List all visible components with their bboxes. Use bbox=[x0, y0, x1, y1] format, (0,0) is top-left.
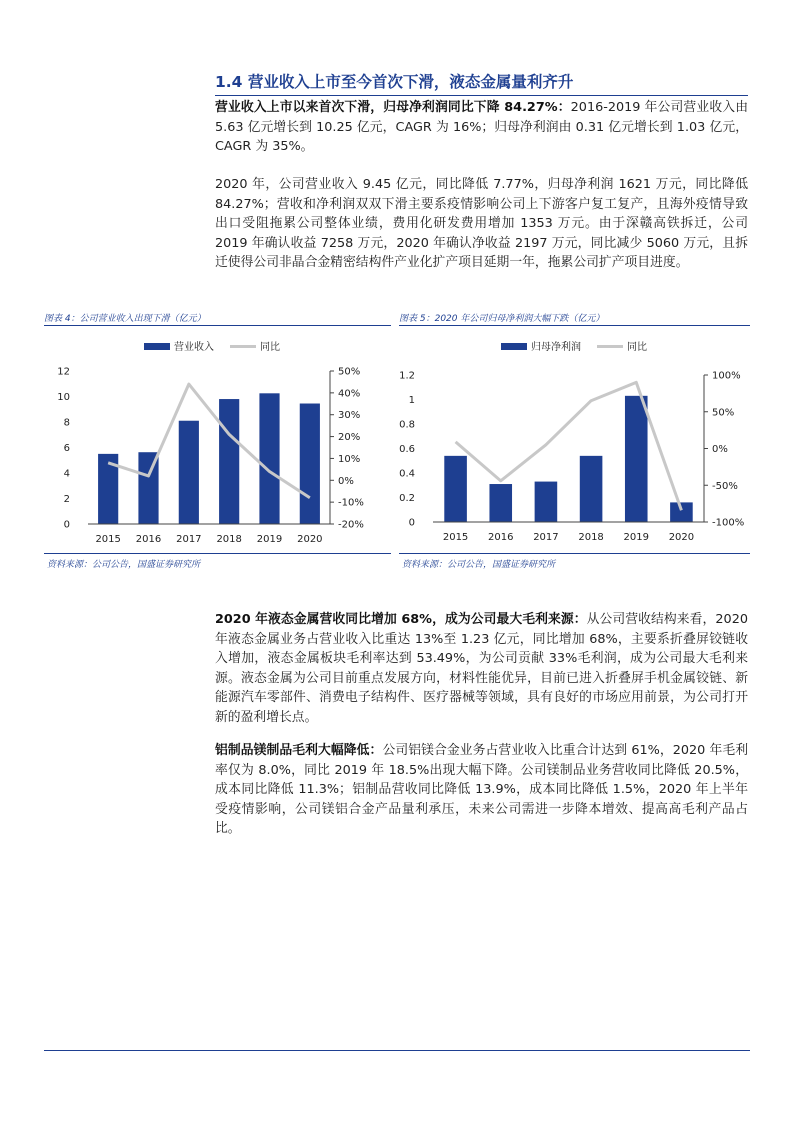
paragraph-lead: 营业收入上市以来首次下滑，归母净利润同比下降 84.27%： bbox=[215, 100, 571, 115]
y2-tick-label: 0% bbox=[712, 444, 728, 455]
x-tick-label: 2015 bbox=[442, 532, 469, 543]
bar-2016 bbox=[489, 484, 512, 522]
bar-2018 bbox=[219, 399, 239, 524]
y2-tick-label: 100% bbox=[712, 370, 741, 382]
y2-tick-label: -20% bbox=[338, 519, 364, 531]
revenue-chart bbox=[44, 328, 391, 550]
figure-4-rule bbox=[44, 325, 391, 326]
x-tick-label: 2015 bbox=[95, 534, 121, 545]
y2-tick-label: 20% bbox=[338, 432, 361, 444]
y-tick-label: 2 bbox=[63, 494, 70, 505]
paragraph-body: 公司铝镁合金业务占营业收入比重合计达到 61%，2020 年毛利率仅为 8.0%，同比 2019 年 18.5%出现大幅下降。公司镁制品业务营收同比降低 20.5%，成本同比降低 11.3%；铝制品营收同比降低 13.9%，成本同比降低 1.5%，2020 年上半年受疫情影响，公司镁铝合金产品量利承压，未来公司需进一步降本增效、提高高毛利产品占比。 bbox=[215, 743, 749, 837]
x-tick-label: 2016 bbox=[135, 534, 162, 545]
x-tick-label: 2016 bbox=[488, 532, 514, 543]
x-tick-label: 2017 bbox=[533, 532, 559, 543]
y-tick-label: 8 bbox=[63, 417, 70, 429]
bar-2015 bbox=[444, 456, 467, 522]
paragraph-body: 从公司营收结构来看，2020 年液态金属业务占营业收入比重达 13%至 1.23 亿元，同比增加 68%，主要系折叠屏铰链收入增加，液态金属板块毛利率达到 53.49%，为公司贡献 33%毛利润，成为公司最大毛利来源。液态金属为公司目前重点发展方向，材料性能优异，目前已进入折叠屏手机金属铰链、新能源汽车零部件、消费电子结构件、医疗器械等领域，具有良好的市场应用前景，为公司打开新的盈利增长点。 bbox=[215, 612, 748, 725]
section-title: 1.4 营业收入上市至今首次下滑，液态金属量利齐升 bbox=[215, 73, 574, 91]
page-bottom-rule bbox=[44, 1050, 750, 1051]
net-profit-chart bbox=[399, 328, 750, 550]
bar-2017 bbox=[179, 421, 199, 524]
y2-tick-label: 10% bbox=[338, 453, 361, 465]
y2-tick-label: 40% bbox=[338, 388, 361, 400]
x-tick-label: 2020 bbox=[668, 532, 695, 543]
figure-4-bottom-rule bbox=[44, 553, 391, 554]
figure-4-title: 图表 4：公司营业收入出现下滑（亿元） bbox=[44, 314, 206, 324]
paragraph-2020-results bbox=[215, 175, 748, 273]
y-tick-label: 4 bbox=[63, 468, 70, 480]
y-tick-label: 1 bbox=[408, 395, 415, 406]
y-tick-label: 12 bbox=[57, 366, 70, 378]
y2-tick-label: 50% bbox=[338, 366, 361, 378]
y-tick-label: 0.2 bbox=[399, 493, 415, 504]
y-tick-label: 1.2 bbox=[399, 370, 415, 382]
y2-tick-label: 50% bbox=[712, 407, 735, 419]
paragraph-body: 2016-2019 年公司营业收入由 5.63 亿元增长到 10.25 亿元，CAGR 为 16%；归母净利润由 0.31 亿元增长到 1.03 亿元，CAGR 为 35%。 bbox=[215, 100, 748, 155]
y2-tick-label: -50% bbox=[712, 480, 738, 492]
bar-2020 bbox=[300, 404, 320, 524]
paragraph-body: 2020 年，公司营业收入 9.45 亿元，同比降低 7.77%，归母净利润 1621 万元，同比降低 84.27%；营收和净利润双双下滑主要系疫情影响公司上下游客户复工复产，且海外疫情导致出口受阻拖累公司整体业绩，费用化研发费用增加 1353 万元。由于深赣高铁拆迁，公司 2019 年确认收益 7258 万元，2020 年确认净收益 2197 万元，同比减少 5060 万元，且拆迁使得公司非晶合金精密结构件产业化扩产项目延期一年，拖累公司扩产项目进度。 bbox=[215, 177, 748, 271]
figure-5-bottom-rule bbox=[399, 553, 750, 554]
figure-5-title: 图表 5：2020 年公司归母净利润大幅下跌（亿元） bbox=[399, 314, 605, 324]
legend-bar-label: 归母净利润 bbox=[531, 342, 581, 353]
y-tick-label: 6 bbox=[63, 443, 70, 454]
section-title-rule bbox=[215, 95, 748, 96]
legend-bar-swatch bbox=[144, 343, 170, 350]
paragraph-lead: 2020 年液态金属营收同比增加 68%，成为公司最大毛利来源： bbox=[215, 612, 587, 627]
bar-2020 bbox=[670, 502, 693, 522]
y2-tick-label: 30% bbox=[338, 410, 361, 422]
paragraph-revenue-decline bbox=[215, 98, 748, 157]
bar-2019 bbox=[259, 393, 279, 524]
y-tick-label: 0.4 bbox=[399, 468, 415, 480]
x-tick-label: 2019 bbox=[623, 532, 649, 543]
x-tick-label: 2017 bbox=[176, 534, 202, 545]
legend-line-label: 同比 bbox=[627, 342, 647, 353]
bar-2019 bbox=[625, 396, 648, 522]
x-tick-label: 2020 bbox=[297, 534, 323, 545]
y-tick-label: 0.8 bbox=[399, 419, 415, 431]
y-tick-label: 0 bbox=[408, 517, 415, 529]
x-tick-label: 2019 bbox=[256, 534, 283, 545]
x-tick-label: 2018 bbox=[216, 534, 242, 545]
y2-tick-label: -100% bbox=[712, 517, 745, 529]
figure-5-rule bbox=[399, 325, 750, 326]
paragraph-liquid-metal bbox=[215, 610, 748, 728]
legend-bar-label: 营业收入 bbox=[174, 342, 214, 353]
y-tick-label: 0 bbox=[63, 519, 70, 531]
figure-5-source: 资料来源：公司公告，国盛证券研究所 bbox=[402, 560, 556, 570]
bar-2018 bbox=[580, 456, 603, 522]
paragraph-lead: 铝制品镁制品毛利大幅降低： bbox=[215, 743, 383, 758]
legend-line-label: 同比 bbox=[260, 342, 280, 353]
legend-bar-swatch bbox=[501, 343, 527, 350]
y-tick-label: 0.6 bbox=[399, 444, 415, 455]
figure-4-source: 资料来源：公司公告，国盛证券研究所 bbox=[47, 560, 201, 570]
bar-2017 bbox=[535, 482, 558, 522]
y-tick-label: 10 bbox=[57, 392, 70, 403]
y2-tick-label: -10% bbox=[338, 497, 364, 509]
y2-tick-label: 0% bbox=[338, 475, 354, 487]
x-tick-label: 2018 bbox=[578, 532, 604, 543]
paragraph-al-mg-margin bbox=[215, 741, 748, 839]
